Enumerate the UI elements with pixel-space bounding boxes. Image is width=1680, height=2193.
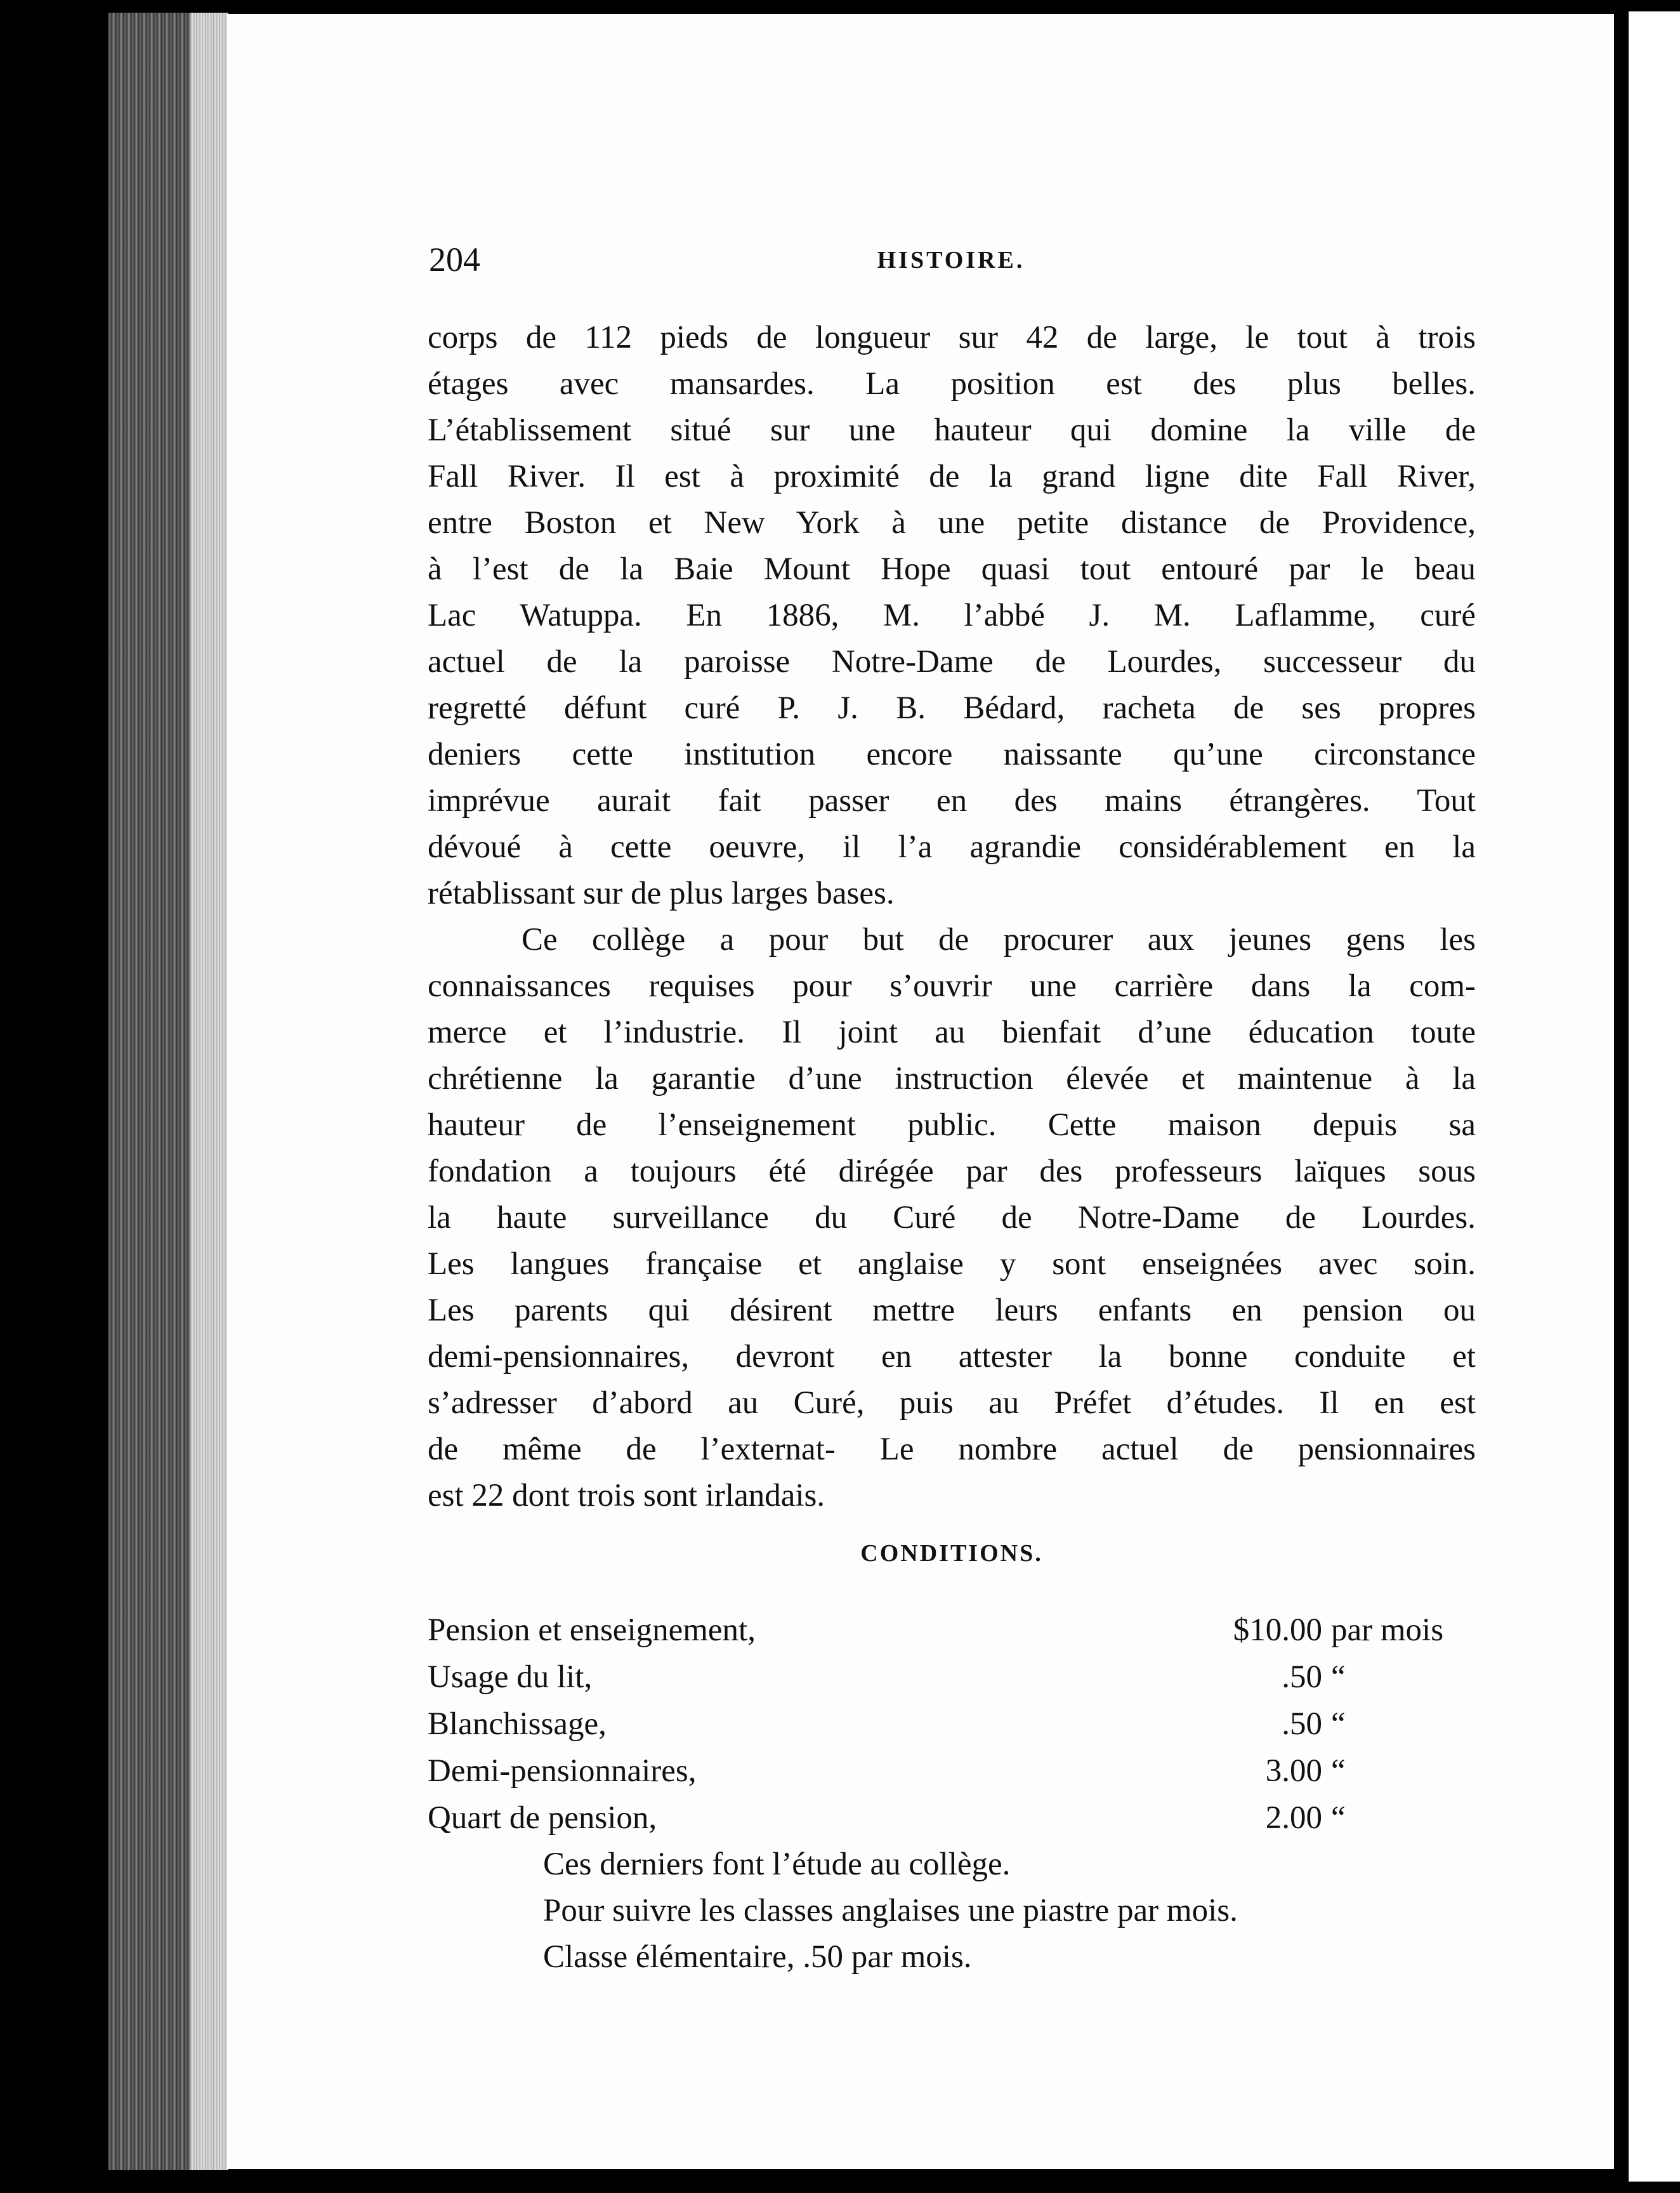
condition-label: Quart de pension, xyxy=(428,1800,657,1836)
condition-unit: “ xyxy=(1331,1706,1346,1742)
text-line: fondation a toujours été dirégée par des professeurs laïques sous xyxy=(428,1154,1476,1189)
conditions-row xyxy=(428,1607,1476,1654)
condition-unit: par mois xyxy=(1331,1612,1444,1648)
book-page-edges-light xyxy=(190,13,228,2170)
condition-unit: “ xyxy=(1331,1659,1346,1695)
text-line: demi-pensionnaires, devront en attester la bonne conduite et xyxy=(428,1339,1476,1374)
body-text xyxy=(428,315,1476,1519)
text-line: Les parents qui désirent mettre leurs enfants en pension ou xyxy=(428,1293,1476,1328)
text-line: s’adresser d’abord au Curé, puis au Préfet d’études. Il en est xyxy=(428,1385,1476,1421)
text-line: chrétienne la garantie d’une instruction élevée et maintenue à la xyxy=(428,1061,1476,1096)
text-line: regretté défunt curé P. J. B. Bédard, racheta de ses propres xyxy=(428,690,1476,726)
page-number: 204 xyxy=(429,240,480,279)
page-title: HISTOIRE. xyxy=(877,247,1025,273)
condition-amount: .50 xyxy=(1282,1706,1322,1742)
conditions-notes xyxy=(543,1841,1482,1980)
text-line: actuel de la paroisse Notre-Dame de Lourdes, successeur du xyxy=(428,644,1476,680)
conditions-heading: CONDITIONS. xyxy=(860,1540,1043,1567)
text-line: est 22 dont trois sont irlandais. xyxy=(428,1478,825,1513)
conditions-row xyxy=(428,1748,1476,1795)
text-line: entre Boston et New York à une petite distance de Providence, xyxy=(428,505,1476,541)
text-line: Fall River. Il est à proximité de la grand ligne dite Fall River, xyxy=(428,459,1476,494)
condition-label: Demi-pensionnaires, xyxy=(428,1753,697,1789)
text-line: la haute surveillance du Curé de Notre-Dame de Lourdes. xyxy=(428,1200,1476,1235)
condition-label: Usage du lit, xyxy=(428,1659,593,1695)
text-line: merce et l’industrie. Il joint au bienfait d’une éducation toute xyxy=(428,1015,1476,1050)
text-line: Les langues française et anglaise y sont enseignées avec soin. xyxy=(428,1246,1476,1282)
condition-unit: “ xyxy=(1331,1800,1346,1836)
note-line: Pour suivre les classes anglaises une piastre par mois. xyxy=(543,1893,1238,1928)
text-line: rétablissant sur de plus larges bases. xyxy=(428,876,895,911)
text-line: imprévue aurait fait passer en des mains étrangères. Tout xyxy=(428,783,1476,819)
text-line: étages avec mansardes. La position est des plus belles. xyxy=(428,366,1476,402)
condition-label: Blanchissage, xyxy=(428,1706,607,1742)
text-line: dévoué à cette oeuvre, il l’a agrandie considérablement en la xyxy=(428,829,1476,865)
condition-unit: “ xyxy=(1331,1753,1346,1789)
note-line: Classe élémentaire, .50 par mois. xyxy=(543,1939,972,1975)
condition-amount: 3.00 xyxy=(1265,1753,1322,1789)
condition-amount: .50 xyxy=(1282,1659,1322,1695)
text-line: corps de 112 pieds de longueur sur 42 de large, le tout à trois xyxy=(428,320,1476,355)
running-head xyxy=(429,240,1473,284)
conditions-row xyxy=(428,1701,1476,1748)
conditions-row xyxy=(428,1654,1476,1701)
note-line: Ces derniers font l’étude au collège. xyxy=(543,1847,1011,1882)
conditions-table xyxy=(428,1607,1476,1841)
text-line: hauteur de l’enseignement public. Cette maison depuis sa xyxy=(428,1107,1476,1143)
text-line: L’établissement situé sur une hauteur qui domine la ville de xyxy=(428,412,1476,448)
text-line: connaissances requises pour s’ouvrir une carrière dans la com- xyxy=(428,968,1476,1004)
conditions-row xyxy=(428,1795,1476,1841)
text-line: à l’est de la Baie Mount Hope quasi tout entouré par le beau xyxy=(428,551,1476,587)
text-line: de même de l’externat- Le nombre actuel de pensionnaires xyxy=(428,1432,1476,1467)
text-line: deniers cette institution encore naissante qu’une circonstance xyxy=(428,737,1476,772)
condition-amount: $10.00 xyxy=(1233,1612,1322,1648)
text-line: Lac Watuppa. En 1886, M. l’abbé J. M. Laflamme, curé xyxy=(428,598,1476,633)
facing-page-edge xyxy=(1621,11,1680,2182)
text-line: Ce collège a pour but de procurer aux jeunes gens les xyxy=(522,922,1476,958)
condition-amount: 2.00 xyxy=(1265,1800,1322,1836)
condition-label: Pension et enseignement, xyxy=(428,1612,756,1648)
